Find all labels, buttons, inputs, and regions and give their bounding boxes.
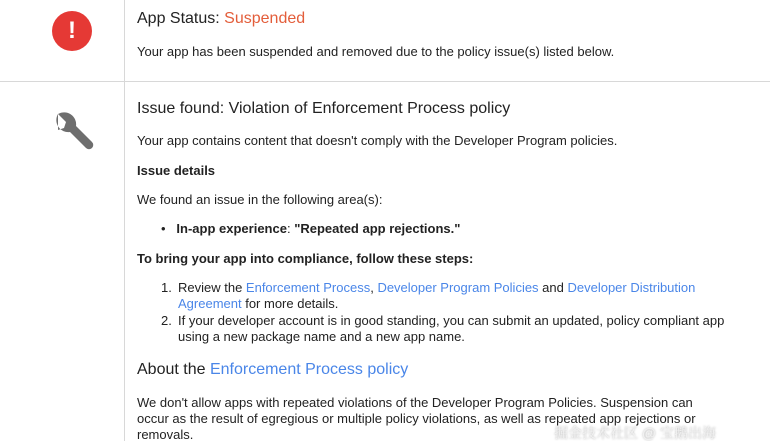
about-title [137, 361, 408, 379]
about-line-3: removals. [137, 427, 194, 441]
step-1-sep-1: , [370, 280, 378, 295]
developer-distribution-agreement-link-cont[interactable]: Agreement [178, 296, 242, 311]
status-icon-column [0, 0, 125, 81]
developer-program-policies-link[interactable]: Developer Program Policies [377, 280, 539, 295]
issue-area-sep: : [286, 221, 295, 236]
step-1-line-2 [178, 296, 338, 312]
issue-area-item [161, 221, 460, 237]
issue-row [0, 82, 770, 441]
issue-title: Issue found: Violation of Enforcement Process policy [137, 100, 511, 117]
developer-distribution-agreement-link[interactable]: Developer Distribution [567, 280, 696, 295]
status-label: App Status: [137, 10, 225, 27]
status-value: Suspended [224, 10, 306, 27]
step-1-suffix: for more details. [241, 296, 339, 311]
bullet-glyph: • [161, 221, 166, 236]
issue-summary: Your app contains content that doesn't comply with the Developer Program policies. [137, 133, 618, 148]
issue-area-label: In-app experience [176, 221, 287, 236]
issue-icon-column [0, 82, 125, 441]
step-1-number: 1. [161, 280, 172, 295]
step-1-sep-2: and [538, 280, 568, 295]
step-1-prefix: Review the [178, 280, 246, 295]
enforcement-process-link[interactable]: Enforcement Process [245, 280, 371, 295]
issue-area-intro: We found an issue in the following area(s): [137, 192, 383, 207]
status-row [0, 0, 770, 82]
about-line-1: We don't allow apps with repeated violations of the Developer Program Policies. Suspension can [137, 395, 693, 410]
wrench-icon [48, 108, 96, 156]
issue-details-heading: Issue details [137, 163, 216, 178]
status-title [137, 10, 305, 28]
step-2-number: 2. [161, 313, 172, 328]
status-message: Your app has been suspended and removed due to the policy issue(s) listed below. [137, 44, 615, 59]
step-2-line-2: using a new package name and a new app name. [178, 329, 465, 344]
watermark: 掘金技术社区 @ 宝鹅出海 [554, 425, 716, 441]
enforcement-process-policy-link[interactable]: Enforcement Process policy [209, 361, 409, 378]
alert-icon: ! [52, 11, 92, 51]
step-2-line-1: If your developer account is in good standing, you can submit an updated, policy compliant app [178, 313, 725, 328]
steps-heading: To bring your app into compliance, follow these steps: [137, 251, 474, 266]
about-prefix: About the [137, 361, 210, 378]
issue-area-value: "Repeated app rejections." [294, 221, 461, 236]
about-line-2: occur as the result of egregious or multiple policy violations, as well as repeated app rejections or [137, 411, 696, 426]
step-1-line-1 [178, 280, 695, 296]
